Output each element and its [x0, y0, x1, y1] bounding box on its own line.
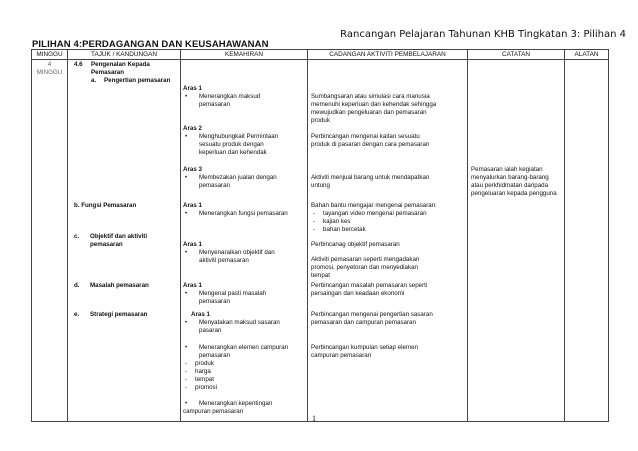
skill-item: • Menerangkan maksud pemasaran — [183, 93, 305, 109]
cell-alatan — [565, 60, 609, 422]
aras-label: Aras 1 — [183, 202, 202, 209]
activity-text: Perbincangan mengenai pengertian sasaran pemasaran dan campuran pemasaran — [311, 311, 433, 326]
skill-item: • Membezakan jualan dengan pemasaran — [183, 174, 305, 190]
aras-label: Aras 1 — [183, 85, 202, 92]
aras-label: Aras 1 — [183, 282, 202, 289]
skill-item: • Mengenal pasti masalah pemasaran — [183, 290, 305, 306]
skill-dash-item: - produk — [183, 360, 305, 368]
activity-text: Perbincangan kumpulan setiap elemen campuran pemasaran — [311, 344, 418, 359]
cell-tajuk — [68, 60, 181, 422]
skill-item: • Menerangkan elemen campuran pemasaran — [183, 344, 305, 360]
skill-item: • Menerangkan kepentingan — [183, 400, 305, 408]
skill-group — [183, 166, 305, 190]
skill-group — [183, 241, 305, 265]
note-text: Pemasaran ialah kegiatan menyalurkan barang-barang atau perkhidmatan daripada pengeluaran kepada pengguna — [471, 166, 557, 197]
topic-title-line2: Pemasaran — [91, 69, 125, 76]
subtopic-d: Masalah pemasaran — [90, 282, 149, 289]
skill-group — [183, 85, 305, 109]
skill-dash-item: - tempat — [183, 376, 305, 384]
document-title: PILIHAN 4:PERDAGANGAN DAN KEUSAHAWANAN — [32, 39, 269, 50]
aras-label: Aras 3 — [183, 166, 202, 173]
activity-text: Perbincangan mengenai kaitan sesuatu produk di pasaran dengan cara pemasaran — [311, 133, 430, 148]
cell-cadangan — [308, 60, 468, 422]
activity-text: Sumbangsaran atau simulasi cara manusia memenuhi keperluan dan kehendak sehingga mewujudkan pengeluaran dan pemasaran produk — [311, 93, 437, 124]
week-label: MINGGU — [36, 69, 63, 76]
table-row — [32, 60, 609, 422]
skill-item: • Menyatakan maksud sasaran pasaran — [183, 319, 305, 335]
skill-group — [183, 311, 305, 335]
skill-group — [183, 400, 305, 416]
skill-group — [183, 125, 305, 157]
cell-catatan — [468, 60, 565, 422]
subtopic-c-label: c. — [74, 233, 80, 240]
subtopic-e: Strategi pemasaran — [90, 311, 148, 318]
skill-dash-item: - promosi — [183, 384, 305, 392]
col-header-kemahiran: KEMAHIRAN — [181, 50, 308, 60]
aras-label: Aras 2 — [183, 125, 202, 132]
skill-group — [183, 282, 305, 306]
aras-label: Aras 1 — [191, 311, 210, 318]
skill-group — [183, 344, 305, 392]
skill-group — [183, 202, 307, 218]
subtopic-b: b. Fungsi Pemasaran — [74, 202, 137, 209]
topic-title-line1: Pengenalan Kepada — [91, 61, 150, 68]
table-header-row — [32, 50, 609, 60]
skill-item: • Menghubungkait Permintaan sesuatu produk dengan keperluan dan kehendak — [183, 133, 305, 157]
subtopic-d-label: d. — [74, 282, 80, 289]
activity-text: Perbincanag objektif pemasaran — [311, 241, 400, 248]
cell-kemahiran — [181, 60, 308, 422]
col-header-catatan: CATATAN — [468, 50, 565, 60]
topic-number: 4.6 — [74, 61, 83, 68]
document-header: Rancangan Pelajaran Tahunan KHB Tingkatan 3: Pilihan 4 — [340, 29, 626, 40]
activity-text: Aktiviti pemasaran seperti mengadakan promosi, penyetoran dan menyediakan tempat — [311, 256, 420, 279]
skill-item: • Menyenaraikan objektif dan aktiviti pemasaran — [183, 249, 305, 265]
subtopic-e-label: e. — [74, 311, 80, 318]
cell-minggu — [32, 60, 68, 422]
skill-item-tail: campuran pemasaran — [183, 408, 244, 415]
page-number: 1 — [312, 414, 316, 423]
aras-label: Aras 1 — [183, 241, 202, 248]
skill-dash-item: - harga — [183, 368, 305, 376]
subtopic-c-line1: Objektif dan aktiviti — [90, 233, 148, 240]
week-number: 4 — [47, 61, 52, 68]
skill-item: • Menerangkan fungsi pemasaran — [183, 210, 307, 218]
col-header-tajuk: TAJUK / KANDUNGAN — [68, 50, 181, 60]
subtopic-a: Pengertian pemasaran — [104, 77, 171, 84]
activity-list: Bahan bantu mengajar mengenai pemasaran: - tayangan video mengenai pemasaran - kajian kes - bahan bercetak — [311, 202, 466, 234]
col-header-cadangan: CADANGAN AKTIVITI PEMBELAJARAN — [308, 50, 468, 60]
lesson-plan-table — [31, 49, 609, 422]
subtopic-a-label: a. — [91, 77, 97, 84]
subtopic-c-line2: pemasaran — [90, 241, 123, 248]
activity-text: Aktiviti menjual barang untuk mendapatkan untung — [311, 174, 430, 189]
activity-text: Perbincangan masalah pemasaran seperti persaingan dan keadaan ekonomi — [311, 282, 428, 297]
col-header-alatan: ALATAN — [565, 50, 609, 60]
col-header-minggu: MINGGU — [32, 50, 68, 60]
